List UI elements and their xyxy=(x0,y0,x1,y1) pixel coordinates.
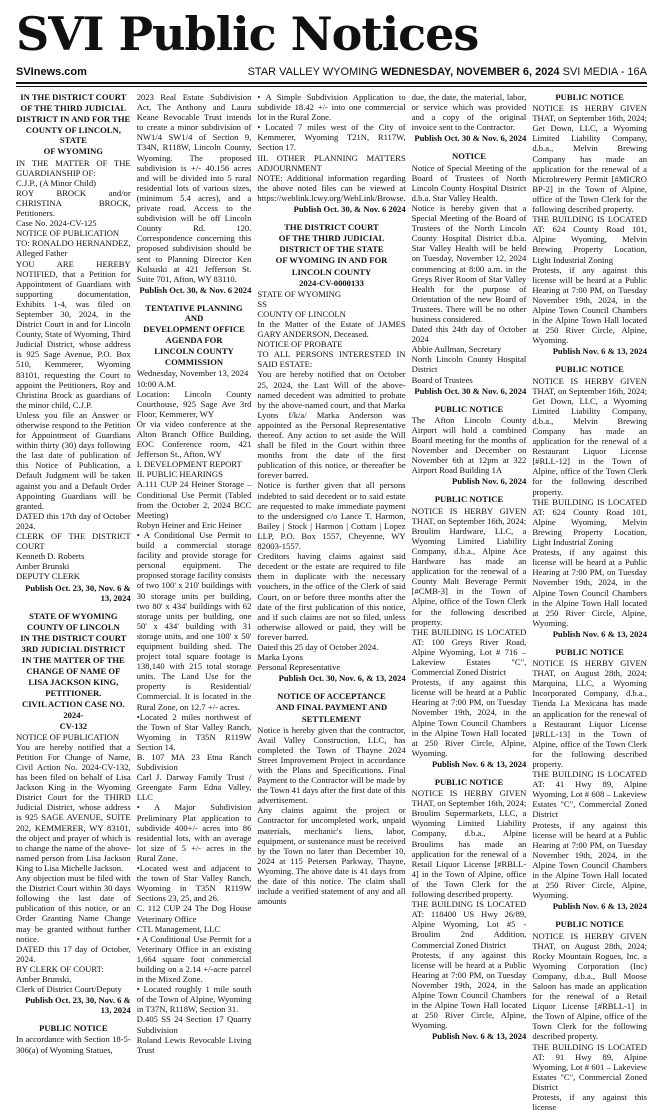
notice-paragraph: Notice is further given that all persons indebted to said decedent or to said estate are requested to make immediate payment to the undersigned c/o Lance T. Harmon, Bailey | Stock | Harmon | Cottam | Lopez LLP, P.O. Box 1557, Cheyenne, WY 82003-1557. xyxy=(257,480,406,552)
notice-paragraph: Amber Brunski, xyxy=(16,973,72,984)
notice-paragraph: Unless you file an Answer or otherwise respond to the Petition for Appointment of Guardians within thirty (30) days following the last date of publication of this Notice of Publication, a Default Judgment will be taken against you and a Default Order Appointing Guardians will be granted. xyxy=(16,409,131,511)
notice-paragraph: The Afton Lincoln County Airport will hold a combined Board meeting for the months of November and December on November 6th at 12pm at 322 Airport Road Building 1A xyxy=(411,414,527,476)
notice-paragraph: 10:00 A.M. xyxy=(136,378,177,389)
public-notice xyxy=(16,611,131,1016)
masthead xyxy=(0,0,663,86)
notice-paragraph: 2023 Real Estate Subdivision Act, The Anthony and Laura Keane Revocable Trust intends to create a minor subdivision of NW1/4 SW1/4 of Section 9, T34N, R118W, Lincoln County, Wyoming. The proposed subdivision is +/- 40.156 acres and will be divided into 5 rural residential lots of various sizes, (minimum 5.4 acres), and a private road. Access to the subdivision will be off Lincoln County Rd. 120. Correspondence concerning this proposed subdivision should be sent to Planning Director Ken Kulsuski at 421 Jefferson St. Suite 701, Afton, WY 83110. xyxy=(136,92,252,284)
notice-paragraph: NOTICE IS HERBY GIVEN THAT, on August 28th, 2024; Rocky Mountain Rogues, Inc. a Wyoming Corporation (Inc) Company, d.b.a., Bull Moose Saloon has made an application for the renewal of a Retail Liquor License [#RBLL-1] in the Town of Alpine, office of the Town Clerk for the following described property. xyxy=(532,930,647,1042)
notice-paragraph: NOTICE IS HERBY GIVEN THAT, on September 16th, 2024; Get Down, LLC, a Wyoming Limited Liability Company, d.b.a., Melvin Brewing Company has made an application for the renewal of a Microbrewery Permit [#MICRO BP-2] in the Town of Alpine, office of the Town Clerk for the following described property. xyxy=(532,103,647,215)
notice-paragraph: Protests, if any against this license will be heard at a Public Hearing at 7:00 PM, on Tuesday November 19th, 2024, in the Alpine Town Council Chambers in the Alpine Town Hall located at 250 River Circle, Alpine, Wyoming. xyxy=(532,819,647,901)
notice-paragraph: North Lincoln County Hospital District xyxy=(411,354,527,375)
notice-heading: PUBLIC NOTICE xyxy=(39,1023,108,1034)
notice-paragraph: Protests, if any against this license xyxy=(532,1092,647,1112)
masthead-subbar xyxy=(16,64,647,80)
notice-paragraph: NOTICE IS HERBY GIVEN THAT, on September 16th, 2024; Broulim Hardware, LLC, a Wyoming Limited Liability Company, d.b.a., Alpine Ace Hardware has made an application for the renewal of a County Malt Beverage Permit [#CMB-3] in the Town of Alpine, office of the Town Clerk for the following described property. xyxy=(411,505,527,627)
public-notice xyxy=(532,919,647,1112)
notice-heading: STATE OF WYOMING xyxy=(29,610,118,621)
public-notice xyxy=(532,92,647,356)
notice-heading: SETTLEMENT xyxy=(301,713,362,724)
public-notice xyxy=(412,92,527,143)
publish-dates: Publish Nov. 6 & 13, 2024 xyxy=(432,758,527,769)
notice-paragraph: I. DEVELOPMENT REPORT xyxy=(136,459,242,470)
notice-heading: NOTICE xyxy=(452,151,486,162)
notice-paragraph: Protests, if any against this license will be heard at a Public Hearing at 7:00 PM, on Tuesday November 19th, 2024, in the Alpine Town Council Chambers in the Alpine Town Hall located at 250 River Circle, Alpine, Wyoming. xyxy=(411,949,527,1031)
notice-paragraph: Protests, if any against this license will be heard at a Public Hearing at 7:00 PM, on Tuesday November 19th, 2024, in the Alpine Town Council Chambers in the Alpine Town Hall located at 250 River Circle, Alpine, Wyoming. xyxy=(411,677,527,758)
notice-paragraph: NOTICE OF PUBLICATION xyxy=(16,228,120,239)
notice-paragraph: THE BUILDING IS LOCATED AT: 624 County Road 101, Alpine Wyoming, Melvin Brewing Property Location, Light Industrial Zoning xyxy=(532,214,647,265)
notice-heading: 3RD JUDICIAL DISTRICT xyxy=(21,643,126,654)
notice-columns xyxy=(16,92,647,1112)
notice-paragraph: COUNTY OF LINCOLN xyxy=(257,308,346,319)
notice-paragraph: •Located west and adjacent to the town of Star Valley Ranch, Wyoming in T35N R119W Sections 23, 25, and 26. xyxy=(136,863,252,904)
notice-paragraph: Creditors having claims against said decedent or the estate are required to file them in duplicate with the necessary vouchers, in the office of the Clerk of said Court, on or before three months after the date of the first publication of this notice, and if such claims are not so filed, unless otherwise allowed or paid, they will be forever barred. xyxy=(257,551,406,642)
notice-paragraph: Roland Lewis Revocable Living Trust xyxy=(136,1034,252,1055)
notice-paragraph: THE BUILDING IS LOCATED AT: 41 Hwy 89, Alpine Wyoming, Lot # 608 – Lakeview Estates "C", Commercial Zoned District xyxy=(532,769,647,820)
notice-paragraph: Location: Lincoln County Courthouse, 925 Sage Ave 3rd Floor, Kemmerer, WY xyxy=(136,388,252,419)
publish-dates: Publish Oct. 30, & Nov. 6 2024 xyxy=(139,284,252,295)
public-notice xyxy=(257,92,405,214)
notice-paragraph: •Located 2 miles northwest of the Town of Star Valley Ranch, Wyoming in T35N R119W Section 14. xyxy=(136,711,252,752)
notice-heading: PUBLIC NOTICE xyxy=(555,92,624,102)
notice-paragraph: NOTICE IS HERBY GIVEN THAT, on September 16th, 2024; Get Down, LLC, a Wyoming Limited Liability Company, d.b.a., Melvin Brewing Company has made an application for the renewal of a Restaurant Liquor License [#RLL-12] in the Town of Alpine, office of the Town Clerk for the following described property. xyxy=(532,375,647,497)
notice-paragraph: Or via video conference at the Alton Branch Office Building, EOC Conference room, 421 Jefferson St., Afton, WY xyxy=(136,418,252,460)
public-notice xyxy=(257,691,405,906)
public-notice xyxy=(532,647,647,911)
notice-paragraph: • A Simple Subdivision Application to subdivide 18.42 +/- into one commercial lot in the Rural Zone. xyxy=(257,92,406,123)
notice-paragraph: THE BUILDING IS LOCATED AT: 118400 US Hwy 26/89, Alpine Wyoming, Lot #5 -Broulim 2nd Addition, Commercial Zoned District xyxy=(411,899,527,950)
notice-heading: NOTICE OF ACCEPTANCE xyxy=(277,691,386,702)
notice-heading: PUBLIC NOTICE xyxy=(555,364,624,375)
public-notice xyxy=(532,364,647,639)
notice-paragraph: STATE OF WYOMING xyxy=(257,288,342,299)
notice-paragraph: YOU ARE HEREBY NOTIFIED, that a Petition for Appointment of Guardians with supporting documentation, Exhibits 1-4, was filed on September 30, 2024, in the District Court in and for Lincoln County, State of Wyoming, Third Judicial District, whose address is 925 Sage Avenue, P.O. Box 510, Kemmerer, Wyoming 83101, requesting the Court to appoint the Petitioners, Roy and Christina Brock as guardians of the minor child, C.J.P. xyxy=(16,258,131,410)
masthead-info xyxy=(248,64,647,80)
notice-heading: OF THE THIRD JUDICIAL xyxy=(278,233,385,244)
publish-dates: Publish Oct. 30 & Nov. 6, 2024 xyxy=(414,133,527,144)
notice-heading: THE DISTRICT COURT xyxy=(284,222,379,233)
public-notice xyxy=(412,494,527,769)
public-notice xyxy=(137,92,252,295)
notice-heading: LISA JACKSON KING, xyxy=(28,677,119,688)
masthead-rule-thin xyxy=(16,86,647,87)
location-label: STAR VALLEY WYOMING xyxy=(247,66,378,78)
notice-heading: IN THE DISTRICT COURT xyxy=(20,92,127,102)
notice-heading: CHANGE OF NAME OF xyxy=(26,666,121,677)
public-notice xyxy=(412,777,527,1041)
notice-paragraph: Amber Brunski xyxy=(16,561,70,572)
notice-paragraph: C. 112 CUP 24 The Dog House Veterinary Office xyxy=(136,903,252,924)
notice-paragraph: • A Conditional Use Permit to build a commercial storage facility and provide storage for personal equipment. The proposed storage facility consists of two 100' x 210' buildings with 30 storage units per building, two 80' x 434' buildings with 62 storage units per building, one 50' x 434' building with 31 storage units, and one 100' x 50' equipment building shed. The project total square footage is 138,140 with 215 total storage units. The Land Use for the property is Residential/ Commercial. It is located in the Rural Zone, on 12.7 +/- acres. xyxy=(136,529,252,712)
public-notice xyxy=(16,92,131,603)
notice-paragraph: TO: RONALDO HERNANDEZ, Alleged Father xyxy=(16,238,131,259)
notice-paragraph: Kenneth D. Roberts xyxy=(16,551,85,562)
public-notice xyxy=(16,1023,131,1054)
notice-paragraph: NOTICE OF PUBLICATION xyxy=(16,731,120,742)
notice-paragraph: NOTE: Additional information regarding the above noted files can be viewed at https://weblink.lcwy.org/WebLink/Browse. xyxy=(257,172,406,203)
notice-column xyxy=(257,92,405,1020)
publish-dates: Publish Nov. 6 & 13, 2024 xyxy=(552,346,647,357)
notice-paragraph: B. 107 MA 23 Etna Ranch Subdivision xyxy=(136,752,252,773)
notice-heading: IN THE DISTRICT COURT xyxy=(20,632,127,643)
notice-paragraph: BY CLERK OF COURT: xyxy=(16,963,104,974)
notice-paragraph: Any claims against the project or Contractor for uncompleted work, unpaid materials, mechanic's liens, labor, equipment, or sustenance must be received by the Town no later than December 10, 2024 at 115 Petersen Parkway, Thayne, Wyoming. The above date is 41 days from the date of this notice. The claim shall include a verified statement of any and all amounts xyxy=(257,805,406,907)
notice-paragraph: CLERK OF THE DISTRICT COURT xyxy=(16,531,131,552)
notice-paragraph: Dated this 24th day of October 2024 xyxy=(411,324,527,345)
notice-heading: 2024-CV-0000133 xyxy=(299,277,364,288)
notice-paragraph: You are hereby notified that on October 25, 2024, the Last Will of the above-named decedent was admitted to probate by the above-named court, and that Marka Lyons f/k/a/ Marka Anderson was appointed as the Personal Representative thereof. Any action to set aside the Will shall be filed in the Court within three months from the date of the first publication of this notice, or thereafter be forever barred. xyxy=(257,369,406,481)
notice-heading: DEVELOPMENT OFFICE xyxy=(143,324,245,335)
notice-column xyxy=(532,92,647,1112)
notice-paragraph: NOTICE OF PROBATE xyxy=(257,339,343,350)
notice-heading: COUNTY OF LINCOLN, STATE xyxy=(25,125,121,146)
notice-heading: IN THE MATTER OF THE xyxy=(21,655,125,666)
notice-paragraph: NOTICE IS HERBY GIVEN THAT, on August 28th, 2024; Marquina, LLC, a Wyoming Incorporated Company, d.b.a., Tienda La Mexicana has made an application for the renewal of a Restaurant Liquor License [#RLL-13] in the Town of Alpine, office of the Town Clerk for the following described property. xyxy=(532,658,647,769)
notice-paragraph: A.111 CUP 24 Heiner Storage – Conditional Use Permit (Tabled from the October 2, 2024 BCC Meeting) xyxy=(136,479,252,520)
notice-heading: PUBLIC NOTICE xyxy=(434,494,504,505)
notice-heading: COUNTY OF LINCOLN xyxy=(26,621,120,632)
notice-heading: PUBLIC NOTICE xyxy=(555,646,624,657)
notice-heading: PETITIONER. xyxy=(45,688,102,699)
public-notice xyxy=(412,151,527,395)
notice-paragraph: due, the date, the material, labor, or service which was provided and a copy of the original invoice sent to the Contractor. xyxy=(411,92,527,133)
notice-paragraph: Clerk of District Court/Deputy xyxy=(16,984,122,995)
notice-paragraph: DEPUTY CLERK xyxy=(16,571,80,582)
section-label: SVI MEDIA - 16A xyxy=(562,66,647,78)
notice-heading: TENTATIVE PLANNING AND xyxy=(145,302,243,323)
publish-dates: Publish Oct. 23, 30, Nov. 6 & 13, 2024 xyxy=(25,582,131,603)
notice-paragraph: Notice of Special Meeting of the Board of Trustees of North Lincoln County Hospital District d.b.a. Star Valley Health. xyxy=(411,162,527,203)
publish-dates: Publish Nov. 6 & 13, 2024 xyxy=(552,901,647,912)
notice-paragraph: SS xyxy=(257,298,267,309)
notice-heading: AND FINAL PAYMENT AND xyxy=(275,702,388,713)
notice-paragraph: Protests, if any against this license will be heard at a Public Hearing at 7:00 PM, on Tuesday November 19th, 2024, in the Alpine Town Council Chambers in the Alpine Town Hall located at 250 River Circle, Alpine, Wyoming. xyxy=(532,547,647,628)
notice-paragraph: III. OTHER PLANNING MATTERS ADJOURNMENT xyxy=(257,152,406,173)
notice-paragraph: Any objection must be filed with the District Court within 30 days following the last date of publication of this notice, or an Order Granting Name Change may be granted without further notice. xyxy=(16,873,131,944)
notice-heading: OF WYOMING IN AND FOR xyxy=(275,255,388,266)
notice-paragraph: Robyn Heiner and Eric Heiner xyxy=(136,519,242,530)
publish-dates: Publish Nov. 6 & 13, 2024 xyxy=(432,1031,527,1042)
publish-dates: Publish Oct. 30, Nov. 6, & 13, 2024 xyxy=(278,673,406,684)
notice-heading: PUBLIC NOTICE xyxy=(555,919,624,930)
notice-paragraph: TO ALL PERSONS INTERESTED IN SAID ESTATE: xyxy=(257,349,406,370)
notice-paragraph: Marka Lyons xyxy=(257,652,303,663)
notice-heading: CIVIL ACTION CASE NO. 2024- xyxy=(22,699,125,720)
notice-column xyxy=(411,92,527,1042)
notice-heading: COMMISSION xyxy=(164,357,224,368)
page-title: SVI Public Notices xyxy=(16,7,479,61)
notice-heading: LINCOLN COUNTY xyxy=(154,346,234,357)
notice-paragraph: THE BUILDING IS LOCATED AT: 624 County Road 101, Alpine Wyoming, Melvin Brewing Property Location, Light Industrial Zoning xyxy=(532,496,647,548)
notice-paragraph: Carl J. Darway Family Trust / Greengate Farm Edna Valley, LLC xyxy=(136,772,252,803)
notice-paragraph: DATED this 17th day of October 2024. xyxy=(16,510,131,531)
publish-dates: Publish Oct. 23, 30, Nov. 6 & 13, 2024 xyxy=(25,995,131,1016)
publish-dates: Publish Oct. 30 & Nov. 6, 2024 xyxy=(414,385,527,396)
notice-paragraph: Protests, if any against this license will be heard at a Public Hearing at 7:00 PM, on Tuesday November 19th, 2024, in the Alpine Town Council Chambers in the Alpine Town Hall located at 250 River Circle, Alpine, Wyoming. xyxy=(532,264,647,346)
notice-paragraph: C.J.P., (A Minor Child) xyxy=(16,177,96,188)
notice-paragraph: • A Major Subdivision Preliminary Plat application to subdivide 400+/- acres into 86 residential lots, with an average lot size of 5 +/- acres in the Rural Zone. xyxy=(136,802,252,863)
notice-heading: AGENDA FOR xyxy=(165,335,223,346)
notice-heading: CV-132 xyxy=(59,720,88,731)
notice-heading: OF WYOMING xyxy=(43,146,104,157)
publish-dates: Publish Oct. 30, & Nov. 6 2024 xyxy=(293,204,406,215)
notice-heading: OF THE THIRD JUDICIAL xyxy=(20,103,127,114)
site-link[interactable]: SVInews.com xyxy=(16,66,87,78)
notice-paragraph: In the Matter of the Estate of JAMES GARY ANDERSON, Deceased. xyxy=(257,318,406,340)
publish-dates: Publish Nov. 6, 2024 xyxy=(452,476,527,487)
notice-paragraph: NOTICE IS HERBY GIVEN THAT, on September 16th, 2024; Broulim Supermarkets, LLC, a Wyoming Limited Liability Company, d.b.a., Alpine Broulims has made an application for the renewal of a Retail Liquor License [#RBLL-4] in the Town of Alpine, office of the Town Clerk for the following described property. xyxy=(411,788,527,900)
notice-paragraph: Notice is hereby given that a Special Meeting of the Board of Trustees of the North Lincoln County Hospital District d.b.a. Star Valley Health will be held on Tuesday, November 12, 2024 commencing at 8:00 a.m. in the Greys River Room of Star Valley Health for the purpose of Orientation of the new Board of Trustees. There will be no other business considered. xyxy=(411,202,527,324)
notice-paragraph: Abbie Aullman, Secretary xyxy=(411,344,502,355)
notice-paragraph: ROY BROCK and/or CHRISTINA BROCK, Petitioners. xyxy=(16,187,131,219)
notice-heading: PUBLIC NOTICE xyxy=(434,777,504,787)
notice-heading: LINCOLN COUNTY xyxy=(291,266,372,277)
notice-paragraph: • A Conditional Use Permit for a Veterinary Office in an existing 1,664 square foot commercial building on a 2.14 +/-acre parcel in the Mixed Zone. xyxy=(136,933,252,985)
masthead-rule xyxy=(16,82,647,84)
date-label: WEDNESDAY, NOVEMBER 6, 2024 xyxy=(380,66,560,78)
notice-paragraph: Case No. 2024-CV-125 xyxy=(16,218,97,229)
notice-column xyxy=(16,92,131,1055)
notice-paragraph: THE BUILDING IS LOCATED AT: 100 Greys River Road, Alpine Wyoming, Lot # 716 – Lakeview Estates "C", Commercial Zoned District xyxy=(411,626,527,678)
notice-paragraph: Personal Representative xyxy=(257,662,341,673)
notice-paragraph: • Located roughly 1 mile south of the Town of Alpine, Wyoming in T37N, R118W, Section 31. xyxy=(136,984,252,1015)
notice-paragraph: • Located 7 miles west of the City of Kemmerer, Wyoming T21N, R117W, Section 17. xyxy=(257,122,406,153)
public-notice xyxy=(137,303,252,1055)
notice-paragraph: IN THE MATTER OF THE GUARDIANSHIP OF: xyxy=(16,157,131,178)
notice-paragraph: D.405 SS 24 Section 17 Quarry Subdivision xyxy=(136,1014,252,1035)
notice-paragraph: You are hereby notified that a Petition For Change of Name, Civil Action No. 2024-CV-132, has been filed on behalf of Lisa Jackson King in the Wyoming District Court for the THIRD Judicial District, whose address is 925 SAGE AVENUE, SUITE 202, KEMMERER, WY 83101, the object and prayer of which is to change the name of the above-named person from Lisa Jackson King to Lisa Michelle Jackson. xyxy=(16,741,131,873)
notice-paragraph: CTL Management, LLC xyxy=(136,923,221,934)
notice-heading: DISTRICT OF THE STATE xyxy=(279,244,384,255)
notice-paragraph: II. PUBLIC HEARINGS xyxy=(136,469,223,480)
publish-dates: Publish Nov. 6 & 13, 2024 xyxy=(552,628,647,639)
notice-paragraph: THE BUILDING IS LOCATED AT: 91 Hwy 89, Alpine Wyoming, Lot # 601 – Lakeview Estates "C", Commercial Zoned District xyxy=(532,1041,647,1092)
public-notice xyxy=(412,404,527,487)
notice-paragraph: DATED this 17 day of October, 2024. xyxy=(16,943,131,964)
notice-heading: PUBLIC NOTICE xyxy=(434,403,504,414)
notice-paragraph: In accordance with Section 18-5-306(a) of Wyoming Statues, xyxy=(16,1034,131,1055)
notice-paragraph: Notice is hereby given that the contractor, Avail Valley Construction, LLC, has completed the Town of Thayne 2024 Street Improvement Project in accordance with the Plans and Specifications. Final Payment to the Contractor will be made by the Town 41 days after the first date of this advertisement. xyxy=(257,724,406,806)
public-notice xyxy=(257,222,405,683)
notice-paragraph: Wednesday, November 13, 2024 xyxy=(136,368,249,379)
notice-paragraph: Dated this 25 day of October 2024. xyxy=(257,641,379,652)
notice-column xyxy=(136,92,252,1055)
notice-paragraph: Board of Trustees xyxy=(411,374,473,385)
notice-heading: DISTRICT IN AND FOR THE xyxy=(16,114,131,125)
